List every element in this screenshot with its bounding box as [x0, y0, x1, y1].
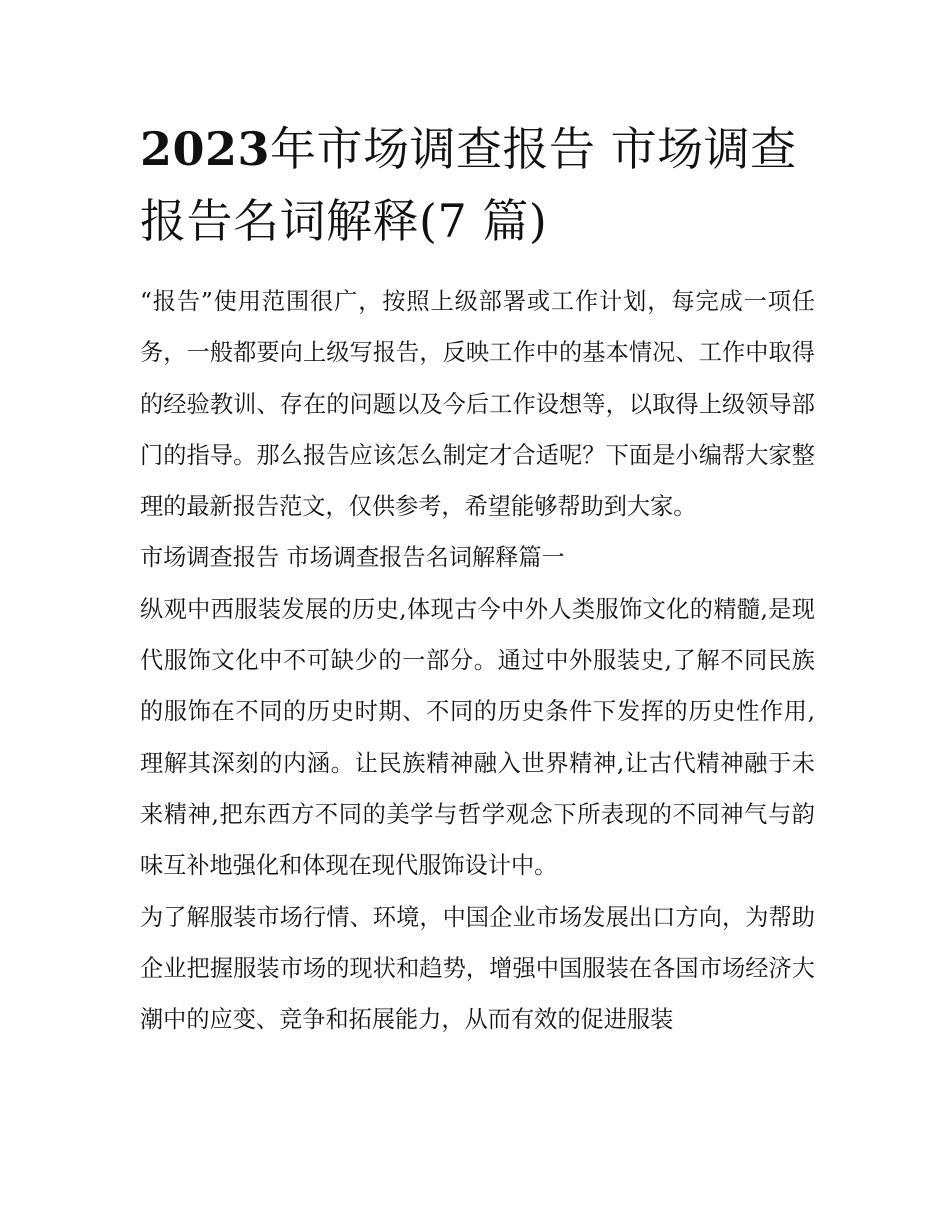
title-year: 2023 [140, 122, 271, 176]
title-text: 年市场调查报告 市场调查报告名词解释(7 篇) [140, 122, 797, 248]
section-heading: 市场调查报告 市场调查报告名词解释篇一 [140, 544, 565, 572]
body-paragraph: 为了解服装市场行情、环境，中国企业市场发展出口方向，为帮助企业把握服装市场的现状和趋势，增强中国服装在各国市场经济大潮中的应变、竞争和拓展能力，从而有效的促进服装 [140, 903, 815, 1034]
document-body [140, 276, 815, 1045]
intro-paragraph: “报告”使用范围很广，按照上级部署或工作计划，每完成一项任务，一般都要向上级写报告，反映工作中的基本情况、工作中取得的经验教训、存在的问题以及今后工作设想等，以取得上级领导部门的指导。那么报告应该怎么制定才合适呢？下面是小编帮大家整理的最新报告范文，仅供参考，希望能够帮助到大家。 [140, 288, 815, 521]
body-paragraph: 纵观中西服装发展的历史,体现古今中外人类服饰文化的精髓,是现代服饰文化中不可缺少的一部分。通过中外服装史,了解不同民族的服饰在不同的历史时期、不同的历史条件下发挥的历史性作用,理解其深刻的内涵。让民族精神融入世界精神,让古代精神融于未来精神,把东西方不同的美学与哲学观念下所表现的不同神气与韵味互补地强化和体现在现代服饰设计中。 [140, 595, 815, 880]
document-title [140, 113, 820, 257]
